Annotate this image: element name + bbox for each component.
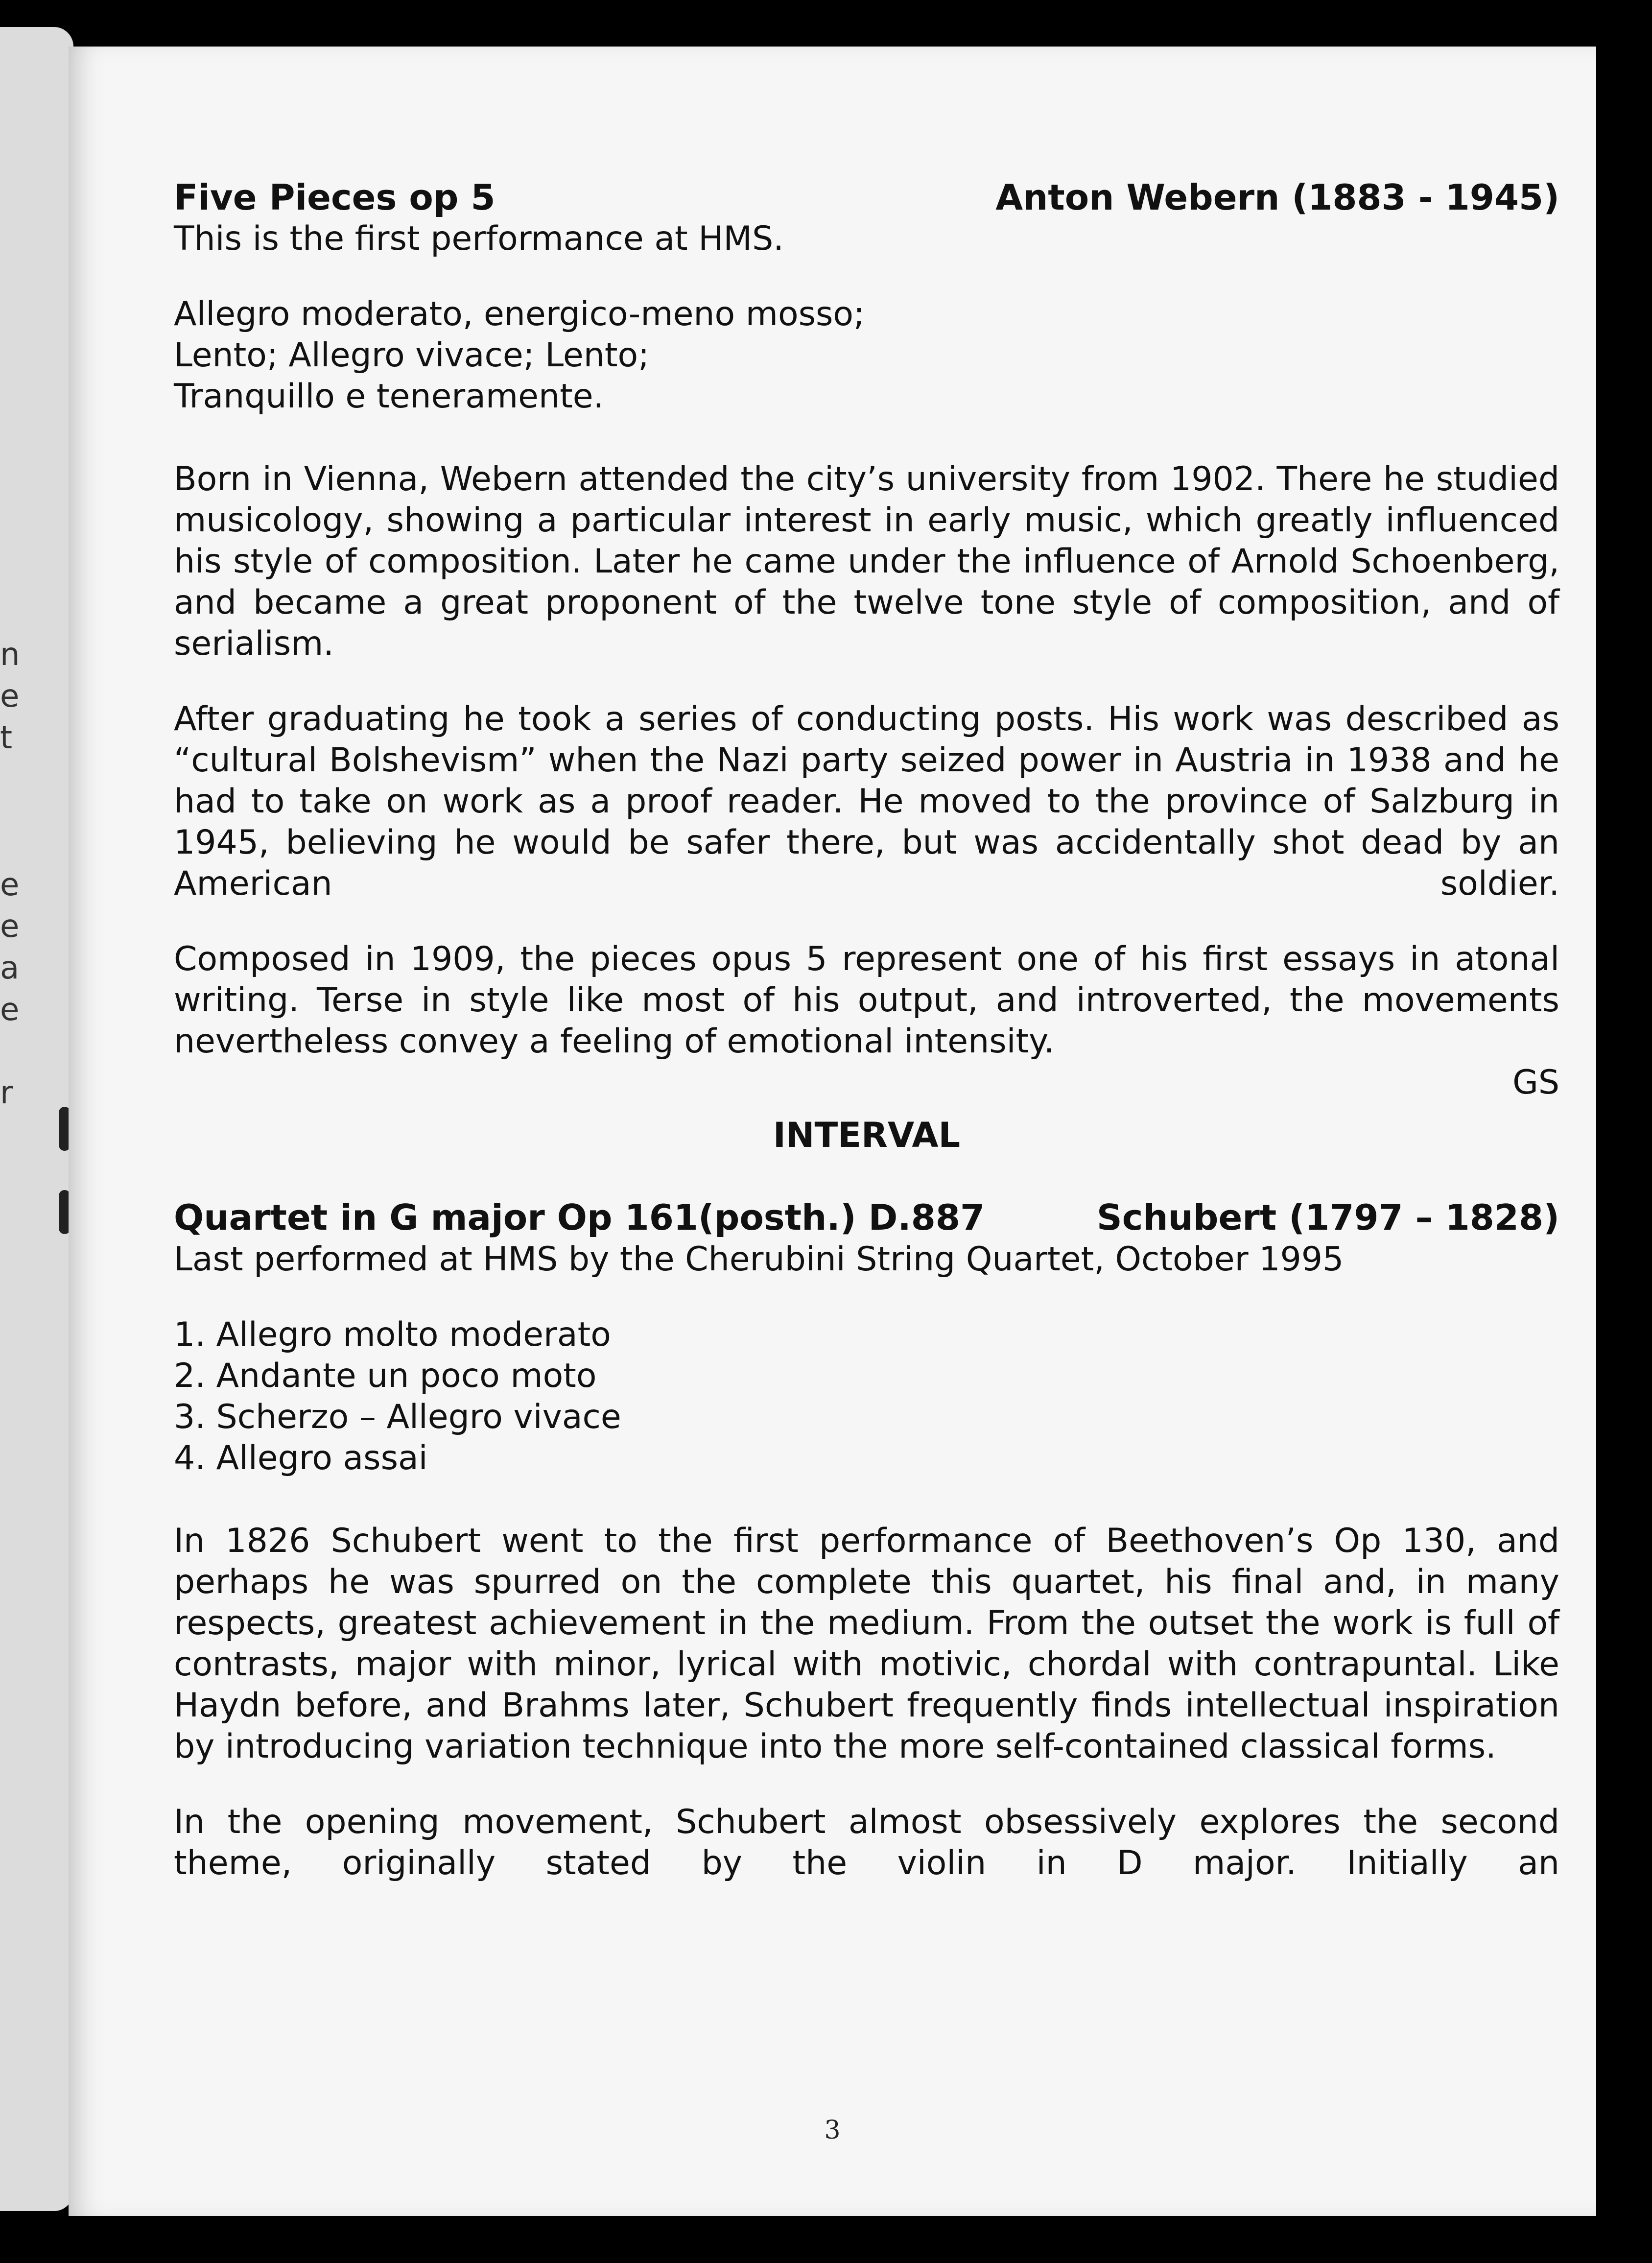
- webern-tempo-line: Allegro moderato, energico-meno mosso;: [174, 295, 865, 334]
- page-content: [174, 176, 1559, 1884]
- webern-performance-note: This is the first performance at HMS.: [174, 219, 784, 259]
- schubert-paragraph: In 1826 Schubert went to the first performance of Beethoven’s Op 130, and perhaps he was spurred on the complete this quartet, his final and, in many respects, greatest achievement in the medium. From the outset the work is full of contrasts, major with minor, lyrical with motivic, chordal with contrapuntal. Like Haydn before, and Brahms later, Schubert frequently finds intellectual inspiration by introducing variation technique into the more self-contained classical forms.: [174, 1521, 1559, 1766]
- schubert-composer: Schubert (1797 – 1828): [1096, 1197, 1559, 1239]
- movement-item: 3. Scherzo – Allegro vivace: [174, 1397, 621, 1436]
- author-signature: GS: [1512, 1063, 1559, 1102]
- margin-fragment: r: [0, 1075, 13, 1111]
- webern-composer: Anton Webern (1883 - 1945): [995, 177, 1559, 218]
- webern-title: Five Pieces op 5: [174, 177, 496, 218]
- webern-section: [174, 176, 1559, 1103]
- margin-fragment: e: [0, 908, 20, 945]
- movement-item: 2. Andante un poco moto: [174, 1356, 597, 1395]
- schubert-performance-note: Last performed at HMS by the Cherubini String Quartet, October 1995: [174, 1239, 1344, 1279]
- schubert-paragraph: In the opening movement, Schubert almost obsessively explores the second theme, originally stated by the violin in D major. Initially an: [174, 1802, 1559, 1882]
- schubert-heading-row: [174, 1196, 1559, 1239]
- webern-paragraph: Born in Vienna, Webern attended the city’s university from 1902. There he studied musicology, showing a particular interest in early music, which greatly influenced his style of composition. Later he came under the influence of Arnold Schoenberg, and became a great proponent of the twelve tone style of composition, and of serialism.: [174, 460, 1559, 664]
- margin-fragment: t: [0, 720, 13, 756]
- webern-paragraph: After graduating he took a series of conducting posts. His work was described as “cultural Bolshevism” when the Nazi party seized power in Austria in 1938 and he had to take on work as a proof reader. He moved to the province of Salzburg in 1945, believing he would be safer there, but was accidentally shot dead by an American soldier.: [174, 700, 1559, 904]
- margin-fragment: a: [0, 950, 20, 986]
- webern-tempo-line: Lento; Allegro vivace; Lento;: [174, 336, 649, 375]
- movement-list: [174, 1314, 1559, 1479]
- margin-fragment: e: [0, 992, 20, 1028]
- movement-item: 4. Allegro assai: [174, 1438, 428, 1477]
- schubert-title: Quartet in G major Op 161(posth.) D.887: [174, 1197, 985, 1239]
- webern-paragraph: Composed in 1909, the pieces opus 5 represent one of his first essays in atonal writing. Terse in style like most of his output, and introverted, the movements nevertheless convey a feeling of emotional intensity.: [174, 940, 1559, 1061]
- page-number: 3: [824, 2116, 841, 2145]
- margin-fragment: n: [0, 637, 20, 673]
- margin-fragment: e: [0, 867, 20, 903]
- program-page: [69, 47, 1596, 2216]
- webern-heading-row: [174, 176, 1559, 218]
- webern-tempo-line: Tranquillo e teneramente.: [174, 377, 604, 416]
- schubert-section: [174, 1196, 1559, 1883]
- interval-heading: INTERVAL: [773, 1115, 961, 1156]
- margin-fragment: e: [0, 678, 20, 715]
- movement-item: 1. Allegro molto moderato: [174, 1315, 611, 1354]
